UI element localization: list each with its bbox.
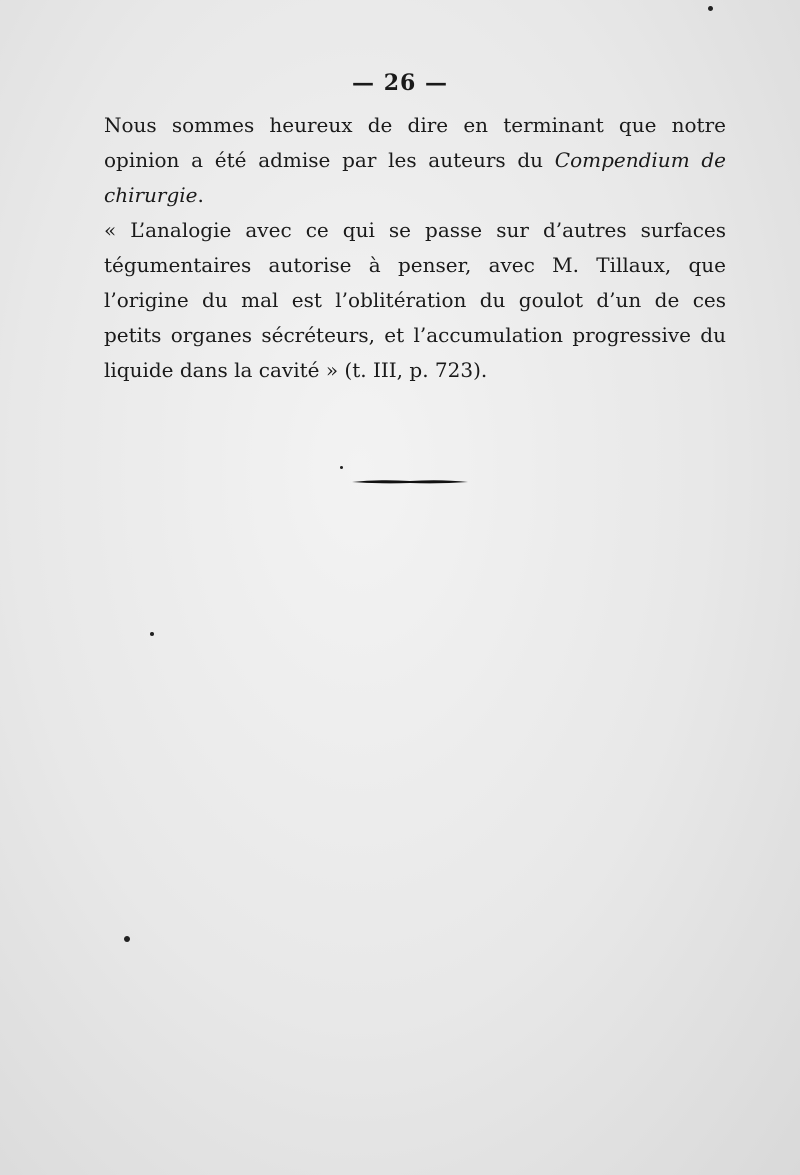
ornamental-rule (350, 476, 470, 488)
ink-speck (150, 632, 154, 636)
body-text (104, 108, 726, 388)
compendium-title: Compendium de chirurgie (104, 148, 727, 207)
paragraph-1-lead: Nous sommes heureux de dire en terminant que notre opinion a été admise par les auteurs du (104, 113, 726, 172)
paragraph-2-lead: « L’analogie avec ce qui se passe sur d’autres surfaces tégumentaires autorise à penser, avec M. Tillaux, que l’origine du mal est l’oblitération du goulot d’un de ces petits organes sécréteurs, et l’accumulation progressive du liquide dans la cavité » (t. III, p. 723). (104, 218, 726, 382)
ink-speck (340, 466, 343, 469)
page-number: — 26 — (352, 70, 448, 96)
ink-speck (708, 6, 713, 11)
ink-speck (124, 936, 130, 942)
paragraph-2-quote (104, 213, 726, 388)
paragraph-1-tail: . (197, 183, 204, 207)
paragraph-1 (104, 108, 726, 213)
